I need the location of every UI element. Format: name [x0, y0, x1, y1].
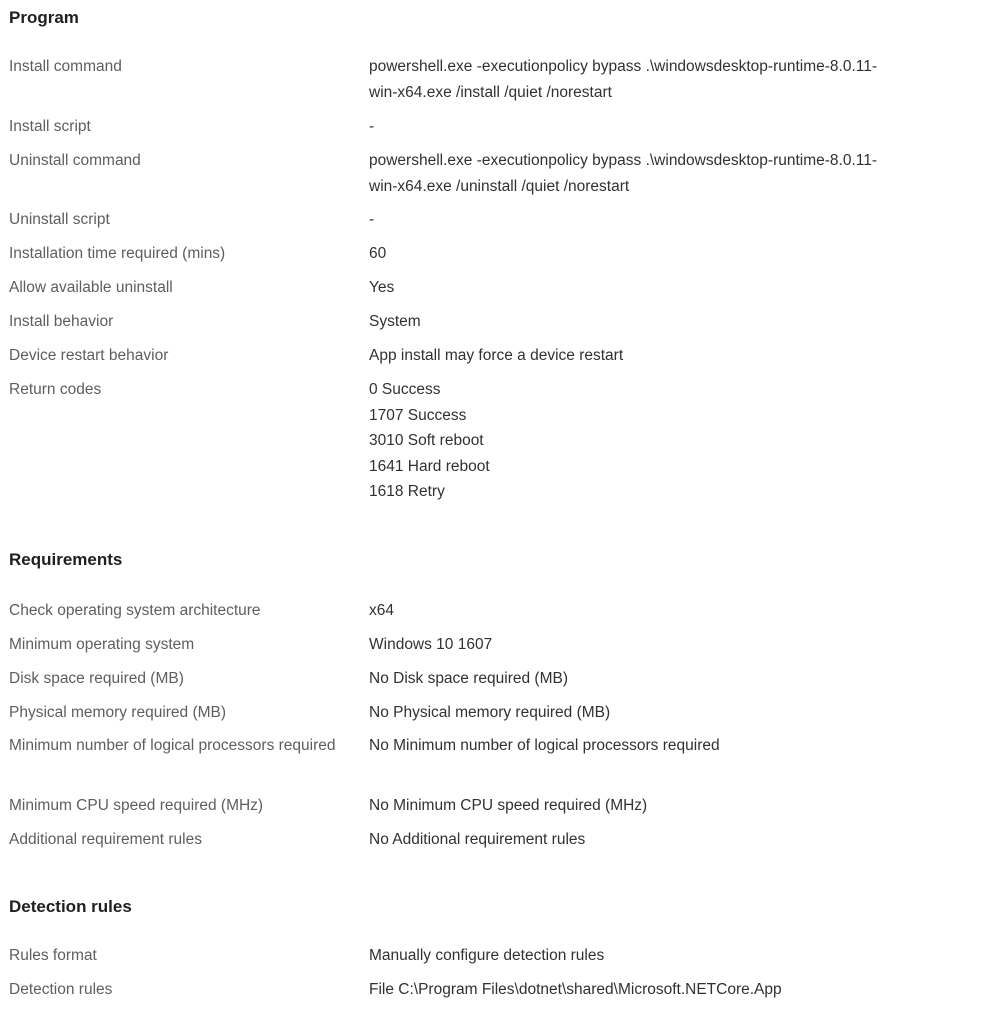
field-label: Detection rules — [9, 981, 113, 998]
field-value — [369, 343, 994, 369]
section-title-detection-rules: Detection rules — [9, 897, 132, 916]
value-line: Windows 10 1607 — [369, 636, 493, 653]
field-value — [369, 377, 994, 505]
field-label: Device restart behavior — [9, 347, 169, 364]
field-label: Physical memory required (MB) — [9, 704, 227, 721]
return-code: 1618 Retry — [369, 483, 445, 500]
field-label: Minimum operating system — [9, 636, 195, 653]
field-label: Install command — [9, 58, 122, 75]
field-value — [369, 207, 994, 233]
field-value — [369, 275, 994, 301]
field-label: Check operating system architecture — [9, 602, 261, 619]
field-value — [369, 977, 994, 1003]
value-line: No Physical memory required (MB) — [369, 704, 611, 721]
value-line: No Minimum number of logical processors required — [369, 737, 720, 754]
field-label: Additional requirement rules — [9, 831, 202, 848]
field-value — [369, 733, 994, 759]
return-code: 1707 Success — [369, 406, 467, 424]
value-line: x64 — [369, 602, 394, 619]
value-line: 60 — [369, 245, 387, 262]
return-code: 3010 Soft reboot — [369, 432, 484, 449]
value-line: powershell.exe -executionpolicy bypass .\windowsdesktop-runtime-8.0.11- — [369, 58, 878, 75]
section-title-requirements: Requirements — [9, 550, 123, 569]
field-label: Allow available uninstall — [9, 279, 173, 296]
field-value — [369, 309, 994, 335]
return-code: 0 Success — [369, 381, 441, 398]
section-title-program: Program — [9, 8, 79, 27]
field-value — [369, 943, 994, 969]
field-label: Install behavior — [9, 313, 114, 330]
value-line: - — [369, 118, 375, 135]
field-label: Rules format — [9, 947, 97, 964]
value-line: win-x64.exe /install /quiet /norestart — [369, 83, 612, 101]
field-value — [369, 114, 994, 140]
return-code: 1641 Hard reboot — [369, 457, 490, 475]
value-line: No Additional requirement rules — [369, 831, 586, 848]
field-value — [369, 54, 994, 105]
field-label: Uninstall script — [9, 211, 110, 228]
field-value — [369, 241, 994, 267]
field-value — [369, 827, 994, 853]
value-line: No Disk space required (MB) — [369, 670, 568, 687]
field-value — [369, 700, 994, 726]
value-line: File C:\Program Files\dotnet\shared\Microsoft.NETCore.App — [369, 981, 782, 998]
field-value — [369, 148, 994, 199]
field-label: Minimum CPU speed required (MHz) — [9, 797, 264, 814]
field-value — [369, 793, 994, 819]
value-line: - — [369, 211, 375, 228]
value-line: No Minimum CPU speed required (MHz) — [369, 797, 648, 814]
field-label: Return codes — [9, 381, 102, 398]
field-value — [369, 666, 994, 692]
value-line: Yes — [369, 279, 395, 296]
field-label: Disk space required (MB) — [9, 670, 184, 687]
value-line: System — [369, 313, 421, 330]
value-line: App install may force a device restart — [369, 347, 624, 364]
field-label: Installation time required (mins) — [9, 245, 226, 262]
field-value — [369, 598, 994, 624]
value-line: powershell.exe -executionpolicy bypass .\windowsdesktop-runtime-8.0.11- — [369, 152, 878, 169]
field-label: Install script — [9, 118, 91, 135]
field-value — [369, 632, 994, 658]
field-label: Uninstall command — [9, 152, 141, 169]
value-line: Manually configure detection rules — [369, 947, 605, 964]
value-line: win-x64.exe /uninstall /quiet /norestart — [369, 177, 630, 195]
field-label: Minimum number of logical processors required — [9, 737, 336, 754]
